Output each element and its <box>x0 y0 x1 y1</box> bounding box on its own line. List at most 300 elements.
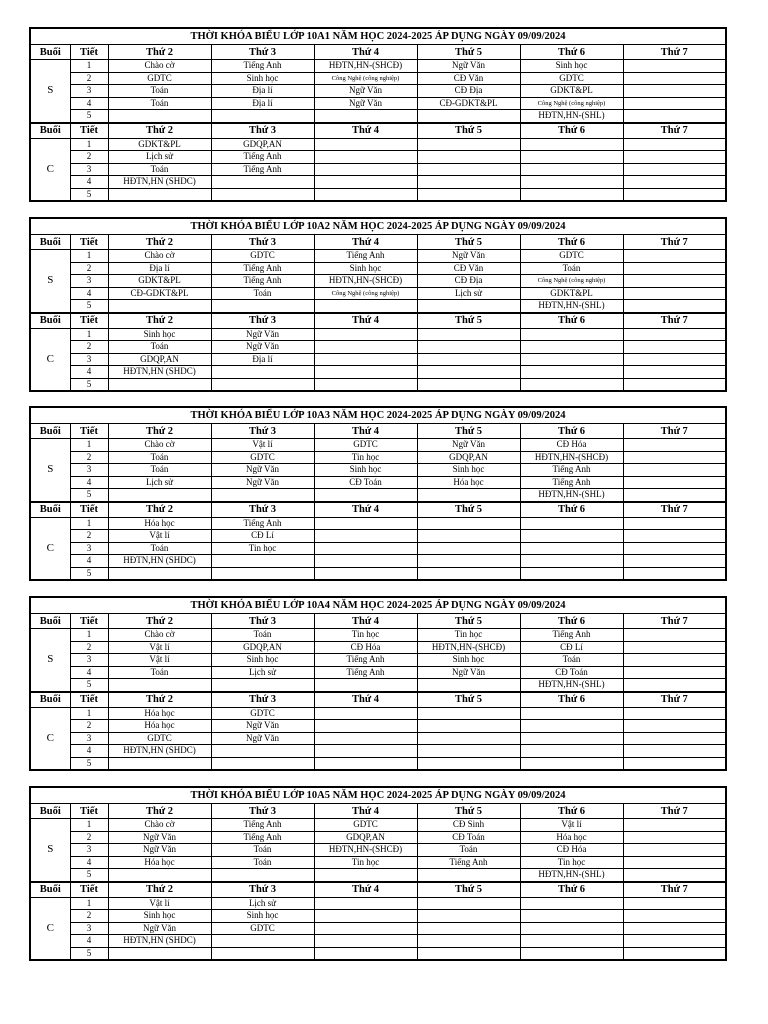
column-header: Thứ 3 <box>211 502 314 518</box>
subject-cell: Ngữ Văn <box>314 85 417 98</box>
subject-cell: Ngữ Văn <box>417 666 520 679</box>
period-row <box>30 464 726 477</box>
subject-cell: Toán <box>417 844 520 857</box>
header-row <box>30 502 726 518</box>
period-number: 4 <box>70 666 108 679</box>
subject-cell: Sinh học <box>417 464 520 477</box>
subject-cell <box>623 328 726 341</box>
column-header: Thứ 3 <box>211 804 314 819</box>
period-number: 1 <box>70 328 108 341</box>
column-header: Thứ 6 <box>520 502 623 518</box>
subject-cell: GDKT&PL <box>108 138 211 151</box>
period-row <box>30 567 726 580</box>
period-row <box>30 844 726 857</box>
period-number: 2 <box>70 151 108 164</box>
column-header: Thứ 5 <box>417 804 520 819</box>
subject-cell: Tin học <box>520 856 623 869</box>
period-number: 2 <box>70 910 108 923</box>
subject-cell <box>314 378 417 391</box>
subject-cell: Vật lí <box>108 654 211 667</box>
subject-cell: Vật lí <box>211 439 314 452</box>
subject-cell: GDKT&PL <box>108 275 211 288</box>
subject-cell: GDQP,AN <box>211 138 314 151</box>
subject-cell: CĐ Toán <box>314 476 417 489</box>
subject-cell: HĐTN,HN-(SHCĐ) <box>520 451 623 464</box>
period-number: 1 <box>70 707 108 720</box>
subject-cell <box>417 138 520 151</box>
subject-cell <box>417 922 520 935</box>
period-number: 2 <box>70 720 108 733</box>
subject-cell <box>623 250 726 263</box>
header-row <box>30 424 726 439</box>
period-row <box>30 353 726 366</box>
header-row <box>30 45 726 60</box>
subject-cell: Địa lí <box>211 97 314 110</box>
period-row <box>30 300 726 313</box>
period-row <box>30 378 726 391</box>
column-header: Thứ 7 <box>623 804 726 819</box>
period-row <box>30 275 726 288</box>
period-number: 2 <box>70 831 108 844</box>
column-header: Thứ 6 <box>520 614 623 629</box>
period-number: 1 <box>70 60 108 73</box>
subject-cell <box>211 947 314 960</box>
subject-cell: Tin học <box>417 629 520 642</box>
subject-cell: Tiếng Anh <box>417 856 520 869</box>
subject-cell: GDTC <box>211 922 314 935</box>
subject-cell <box>520 567 623 580</box>
subject-cell: CĐ Hóa <box>314 641 417 654</box>
period-row <box>30 476 726 489</box>
subject-cell: Tiếng Anh <box>520 629 623 642</box>
subject-cell <box>520 341 623 354</box>
column-header: Thứ 3 <box>211 313 314 329</box>
timetable-table <box>29 596 727 771</box>
subject-cell <box>314 353 417 366</box>
subject-cell <box>108 567 211 580</box>
subject-cell <box>314 176 417 189</box>
subject-cell <box>314 138 417 151</box>
subject-cell <box>623 567 726 580</box>
session-label: C <box>30 328 70 391</box>
subject-cell <box>623 163 726 176</box>
period-number: 5 <box>70 110 108 123</box>
subject-cell <box>314 328 417 341</box>
subject-cell <box>314 151 417 164</box>
subject-cell <box>211 567 314 580</box>
subject-cell: Công Nghệ (công nghiệp) <box>314 287 417 300</box>
timetable-title: THỜI KHÓA BIỂU LỚP 10A2 NĂM HỌC 2024-2025 ÁP DỤNG NGÀY 09/09/2024 <box>30 218 726 235</box>
column-header: Thứ 2 <box>108 804 211 819</box>
subject-cell: HĐTN,HN-(SHL) <box>520 679 623 692</box>
subject-cell <box>623 464 726 477</box>
subject-cell <box>108 869 211 882</box>
period-row <box>30 666 726 679</box>
column-header: Thứ 4 <box>314 804 417 819</box>
column-header: Thứ 7 <box>623 235 726 250</box>
period-number: 2 <box>70 530 108 543</box>
column-header: Thứ 4 <box>314 313 417 329</box>
subject-cell <box>314 757 417 770</box>
column-header: Thứ 2 <box>108 614 211 629</box>
subject-cell: Tin học <box>211 542 314 555</box>
subject-cell <box>623 897 726 910</box>
header-row <box>30 804 726 819</box>
subject-cell <box>520 530 623 543</box>
subject-cell <box>520 163 623 176</box>
subject-cell <box>623 85 726 98</box>
column-header: Tiết <box>70 502 108 518</box>
period-number: 3 <box>70 844 108 857</box>
subject-cell <box>623 935 726 948</box>
title-row <box>30 597 726 614</box>
column-header: Tiết <box>70 614 108 629</box>
column-header: Thứ 4 <box>314 45 417 60</box>
subject-cell: Toán <box>108 542 211 555</box>
period-number: 3 <box>70 163 108 176</box>
period-row <box>30 707 726 720</box>
subject-cell <box>623 732 726 745</box>
period-number: 5 <box>70 567 108 580</box>
subject-cell <box>211 757 314 770</box>
subject-cell: Ngữ Văn <box>108 831 211 844</box>
column-header: Buổi <box>30 614 70 629</box>
period-number: 4 <box>70 366 108 379</box>
column-header: Thứ 6 <box>520 123 623 139</box>
subject-cell <box>623 366 726 379</box>
period-number: 2 <box>70 451 108 464</box>
period-row <box>30 869 726 882</box>
subject-cell: Toán <box>108 464 211 477</box>
subject-cell <box>417 110 520 123</box>
subject-cell: Vật lí <box>520 819 623 832</box>
subject-cell: CĐ Lí <box>211 530 314 543</box>
subject-cell <box>520 707 623 720</box>
period-row <box>30 97 726 110</box>
subject-cell <box>417 341 520 354</box>
subject-cell <box>417 151 520 164</box>
subject-cell: Sinh học <box>314 464 417 477</box>
period-number: 2 <box>70 341 108 354</box>
subject-cell <box>623 262 726 275</box>
period-row <box>30 262 726 275</box>
subject-cell <box>417 517 520 530</box>
subject-cell <box>520 555 623 568</box>
column-header: Thứ 5 <box>417 313 520 329</box>
session-label: S <box>30 819 70 882</box>
subject-cell <box>211 489 314 502</box>
subject-cell <box>623 530 726 543</box>
subject-cell <box>623 60 726 73</box>
subject-cell <box>623 476 726 489</box>
subject-cell: HĐTN,HN (SHDC) <box>108 366 211 379</box>
subject-cell <box>417 869 520 882</box>
subject-cell: Lịch sử <box>417 287 520 300</box>
subject-cell <box>108 378 211 391</box>
period-row <box>30 188 726 201</box>
subject-cell <box>623 910 726 923</box>
subject-cell <box>314 366 417 379</box>
column-header: Thứ 4 <box>314 882 417 898</box>
subject-cell <box>314 947 417 960</box>
period-number: 4 <box>70 745 108 758</box>
subject-cell <box>520 517 623 530</box>
period-row <box>30 629 726 642</box>
subject-cell: HĐTN,HN (SHDC) <box>108 176 211 189</box>
column-header: Tiết <box>70 692 108 708</box>
subject-cell: Sinh học <box>108 910 211 923</box>
subject-cell: GDTC <box>211 250 314 263</box>
subject-cell: Chào cờ <box>108 629 211 642</box>
subject-cell <box>314 530 417 543</box>
subject-cell: Toán <box>108 451 211 464</box>
subject-cell: Ngữ Văn <box>211 732 314 745</box>
subject-cell: Địa lí <box>211 85 314 98</box>
subject-cell <box>623 341 726 354</box>
period-number: 5 <box>70 489 108 502</box>
column-header: Thứ 7 <box>623 692 726 708</box>
column-header: Thứ 5 <box>417 45 520 60</box>
column-header: Thứ 3 <box>211 45 314 60</box>
period-row <box>30 439 726 452</box>
session-label: S <box>30 60 70 123</box>
period-number: 3 <box>70 654 108 667</box>
subject-cell <box>623 353 726 366</box>
column-header: Thứ 4 <box>314 424 417 439</box>
header-row <box>30 882 726 898</box>
period-number: 5 <box>70 869 108 882</box>
column-header: Thứ 7 <box>623 614 726 629</box>
subject-cell <box>314 517 417 530</box>
column-header: Buổi <box>30 235 70 250</box>
period-number: 3 <box>70 353 108 366</box>
column-header: Thứ 2 <box>108 692 211 708</box>
subject-cell: GDKT&PL <box>520 85 623 98</box>
column-header: Thứ 7 <box>623 502 726 518</box>
period-row <box>30 176 726 189</box>
column-header: Thứ 2 <box>108 235 211 250</box>
subject-cell: Tiếng Anh <box>211 163 314 176</box>
subject-cell <box>623 287 726 300</box>
subject-cell <box>211 366 314 379</box>
subject-cell: GDTC <box>520 72 623 85</box>
period-row <box>30 60 726 73</box>
subject-cell <box>623 275 726 288</box>
period-row <box>30 757 726 770</box>
subject-cell: Ngữ Văn <box>108 844 211 857</box>
period-number: 1 <box>70 138 108 151</box>
subject-cell: Toán <box>211 287 314 300</box>
subject-cell: GDQP,AN <box>211 641 314 654</box>
column-header: Thứ 5 <box>417 692 520 708</box>
timetable-table <box>29 786 727 961</box>
column-header: Thứ 5 <box>417 882 520 898</box>
subject-cell <box>314 869 417 882</box>
subject-cell <box>520 378 623 391</box>
subject-cell <box>623 869 726 882</box>
subject-cell <box>520 922 623 935</box>
subject-cell <box>623 97 726 110</box>
subject-cell: CĐ Sinh <box>417 819 520 832</box>
subject-cell <box>211 935 314 948</box>
period-number: 2 <box>70 72 108 85</box>
period-row <box>30 287 726 300</box>
period-number: 1 <box>70 897 108 910</box>
subject-cell: Tiếng Anh <box>211 831 314 844</box>
subject-cell <box>520 176 623 189</box>
column-header: Thứ 5 <box>417 614 520 629</box>
period-row <box>30 530 726 543</box>
period-number: 4 <box>70 176 108 189</box>
subject-cell: Ngữ Văn <box>211 476 314 489</box>
period-number: 3 <box>70 542 108 555</box>
subject-cell: Sinh học <box>520 60 623 73</box>
subject-cell <box>314 300 417 313</box>
period-number: 5 <box>70 300 108 313</box>
period-row <box>30 163 726 176</box>
session-label: C <box>30 517 70 580</box>
subject-cell: Sinh học <box>211 654 314 667</box>
subject-cell: Hóa học <box>108 720 211 733</box>
subject-cell <box>417 328 520 341</box>
subject-cell: Tiếng Anh <box>314 666 417 679</box>
subject-cell <box>623 489 726 502</box>
subject-cell <box>314 732 417 745</box>
subject-cell: Sinh học <box>314 262 417 275</box>
period-row <box>30 745 726 758</box>
subject-cell <box>417 567 520 580</box>
subject-cell <box>211 176 314 189</box>
subject-cell <box>623 378 726 391</box>
column-header: Tiết <box>70 45 108 60</box>
column-header: Thứ 5 <box>417 123 520 139</box>
title-row <box>30 218 726 235</box>
subject-cell: Địa lí <box>108 262 211 275</box>
session-label: S <box>30 250 70 313</box>
subject-cell: Công Nghệ (công nghiệp) <box>520 275 623 288</box>
timetable-title: THỜI KHÓA BIỂU LỚP 10A5 NĂM HỌC 2024-2025 ÁP DỤNG NGÀY 09/09/2024 <box>30 787 726 804</box>
header-row <box>30 614 726 629</box>
period-number: 3 <box>70 85 108 98</box>
subject-cell: Toán <box>108 666 211 679</box>
subject-cell: CĐ Toán <box>520 666 623 679</box>
subject-cell <box>417 732 520 745</box>
subject-cell: Sinh học <box>211 72 314 85</box>
subject-cell: Ngữ Văn <box>211 720 314 733</box>
subject-cell <box>520 732 623 745</box>
period-number: 2 <box>70 262 108 275</box>
period-row <box>30 489 726 502</box>
column-header: Tiết <box>70 313 108 329</box>
subject-cell <box>623 151 726 164</box>
subject-cell: Chào cờ <box>108 250 211 263</box>
header-row <box>30 123 726 139</box>
session-label: S <box>30 439 70 502</box>
subject-cell <box>108 188 211 201</box>
subject-cell: Lịch sử <box>108 151 211 164</box>
subject-cell <box>623 188 726 201</box>
subject-cell: CĐ Lí <box>520 641 623 654</box>
subject-cell <box>623 517 726 530</box>
period-number: 3 <box>70 464 108 477</box>
subject-cell <box>211 679 314 692</box>
column-header: Thứ 7 <box>623 123 726 139</box>
subject-cell <box>520 720 623 733</box>
subject-cell <box>108 757 211 770</box>
subject-cell <box>623 138 726 151</box>
subject-cell: CĐ Văn <box>417 72 520 85</box>
subject-cell <box>211 745 314 758</box>
period-row <box>30 947 726 960</box>
subject-cell: HĐTN,HN-(SHL) <box>520 300 623 313</box>
column-header: Thứ 3 <box>211 424 314 439</box>
subject-cell: CĐ Toán <box>417 831 520 844</box>
subject-cell: Tiếng Anh <box>211 60 314 73</box>
column-header: Thứ 3 <box>211 614 314 629</box>
period-row <box>30 897 726 910</box>
column-header: Thứ 2 <box>108 882 211 898</box>
subject-cell: Tiếng Anh <box>520 464 623 477</box>
subject-cell: Hóa học <box>108 707 211 720</box>
subject-cell <box>417 366 520 379</box>
period-row <box>30 138 726 151</box>
subject-cell <box>623 72 726 85</box>
column-header: Thứ 5 <box>417 424 520 439</box>
column-header: Thứ 6 <box>520 235 623 250</box>
subject-cell: Ngữ Văn <box>211 464 314 477</box>
subject-cell <box>417 542 520 555</box>
subject-cell: GDQP,AN <box>108 353 211 366</box>
subject-cell: GDQP,AN <box>417 451 520 464</box>
period-row <box>30 72 726 85</box>
period-number: 3 <box>70 732 108 745</box>
period-row <box>30 328 726 341</box>
period-row <box>30 341 726 354</box>
period-row <box>30 250 726 263</box>
period-row <box>30 654 726 667</box>
period-row <box>30 732 726 745</box>
subject-cell: Sinh học <box>108 328 211 341</box>
subject-cell <box>211 300 314 313</box>
column-header: Buổi <box>30 692 70 708</box>
subject-cell: Toán <box>211 629 314 642</box>
timetable-title: THỜI KHÓA BIỂU LỚP 10A1 NĂM HỌC 2024-2025 ÁP DỤNG NGÀY 09/09/2024 <box>30 28 726 45</box>
subject-cell <box>417 530 520 543</box>
period-number: 3 <box>70 275 108 288</box>
subject-cell <box>417 935 520 948</box>
subject-cell <box>520 947 623 960</box>
period-row <box>30 110 726 123</box>
period-number: 4 <box>70 97 108 110</box>
period-row <box>30 85 726 98</box>
period-row <box>30 517 726 530</box>
subject-cell: Chào cờ <box>108 439 211 452</box>
column-header: Thứ 5 <box>417 502 520 518</box>
session-label: C <box>30 138 70 201</box>
column-header: Thứ 2 <box>108 45 211 60</box>
period-number: 1 <box>70 517 108 530</box>
column-header: Thứ 4 <box>314 614 417 629</box>
subject-cell: HĐTN,HN-(SHCĐ) <box>314 275 417 288</box>
period-number: 4 <box>70 856 108 869</box>
column-header: Thứ 4 <box>314 235 417 250</box>
subject-cell <box>623 542 726 555</box>
subject-cell <box>623 856 726 869</box>
subject-cell <box>211 869 314 882</box>
subject-cell <box>108 489 211 502</box>
subject-cell: Vật lí <box>108 641 211 654</box>
period-row <box>30 910 726 923</box>
